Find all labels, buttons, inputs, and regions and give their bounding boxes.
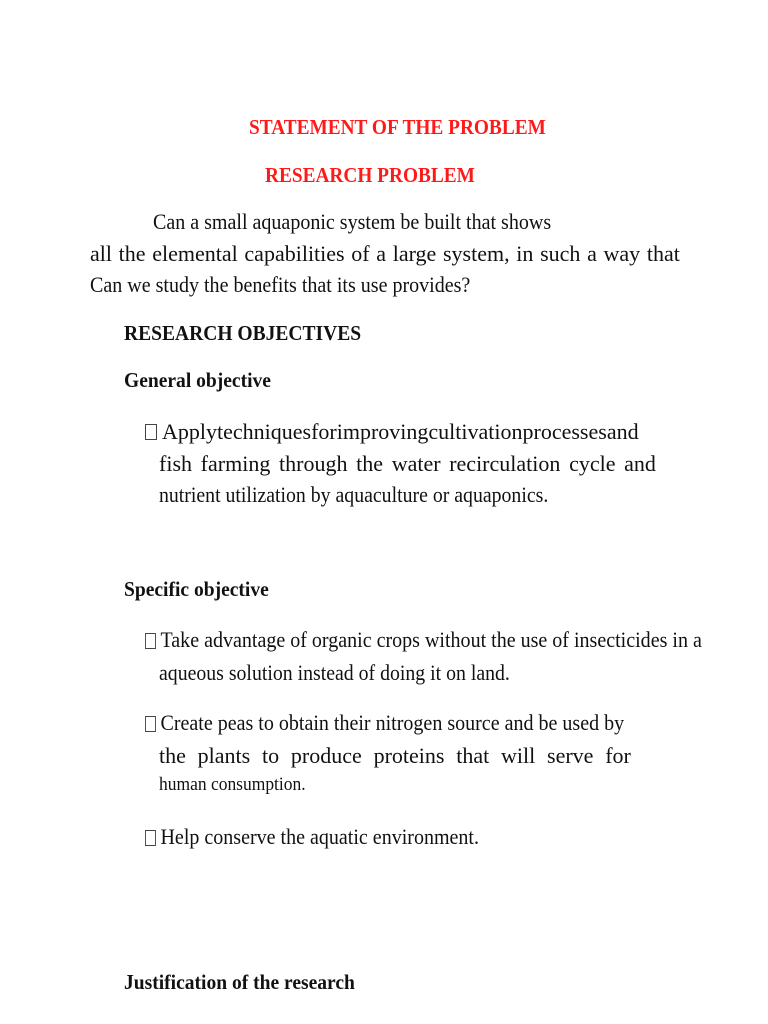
- general-objective-line-1-text: Applytechniquesforimprovingcultivationprocessesand: [162, 419, 639, 444]
- specific-objective-item-3: [145, 824, 479, 850]
- missing-glyph-box-icon: [145, 716, 156, 732]
- research-problem-heading: RESEARCH PROBLEM: [265, 163, 475, 187]
- missing-glyph-box-icon: [145, 633, 156, 649]
- problem-line-1: Can a small aquaponic system be built that shows: [153, 209, 552, 234]
- specific-objective-3-line-1: Help conserve the aquatic environment.: [160, 824, 480, 849]
- specific-objective-2-line-3: human consumption.: [159, 774, 306, 795]
- problem-line-3: Can we study the benefits that its use provides?: [90, 272, 471, 297]
- general-objective-item-line-3: nutrient utilization by aquaculture or aquaponics.: [159, 482, 549, 507]
- problem-line-2: all the elemental capabilities of a large system, in such a way that: [90, 241, 680, 266]
- specific-objective-2-line-1: Create peas to obtain their nitrogen source and be used by: [160, 710, 625, 735]
- bullet-box-icon: [145, 419, 162, 445]
- specific-objective-1-line-1: Take advantage of organic crops without the use of insecticides in a: [160, 627, 702, 652]
- specific-objective-item-2: [145, 710, 624, 736]
- general-objective-heading: General objective: [124, 368, 271, 392]
- research-objectives-heading: RESEARCH OBJECTIVES: [124, 321, 362, 345]
- statement-heading: STATEMENT OF THE PROBLEM: [249, 115, 546, 139]
- specific-objective-heading: Specific objective: [124, 577, 269, 601]
- specific-objective-1-line-2: aqueous solution instead of doing it on land.: [159, 660, 510, 685]
- general-objective-item-line-2: fish farming through the water recirculation cycle and: [159, 451, 656, 476]
- general-objective-item-line-1: [145, 419, 691, 445]
- specific-objective-item-1: [145, 627, 702, 653]
- missing-glyph-box-icon: [145, 424, 157, 440]
- specific-objective-2-line-2: the plants to produce proteins that will serve for: [159, 743, 631, 768]
- justification-heading: Justification of the research: [124, 970, 355, 994]
- missing-glyph-box-icon: [145, 830, 156, 846]
